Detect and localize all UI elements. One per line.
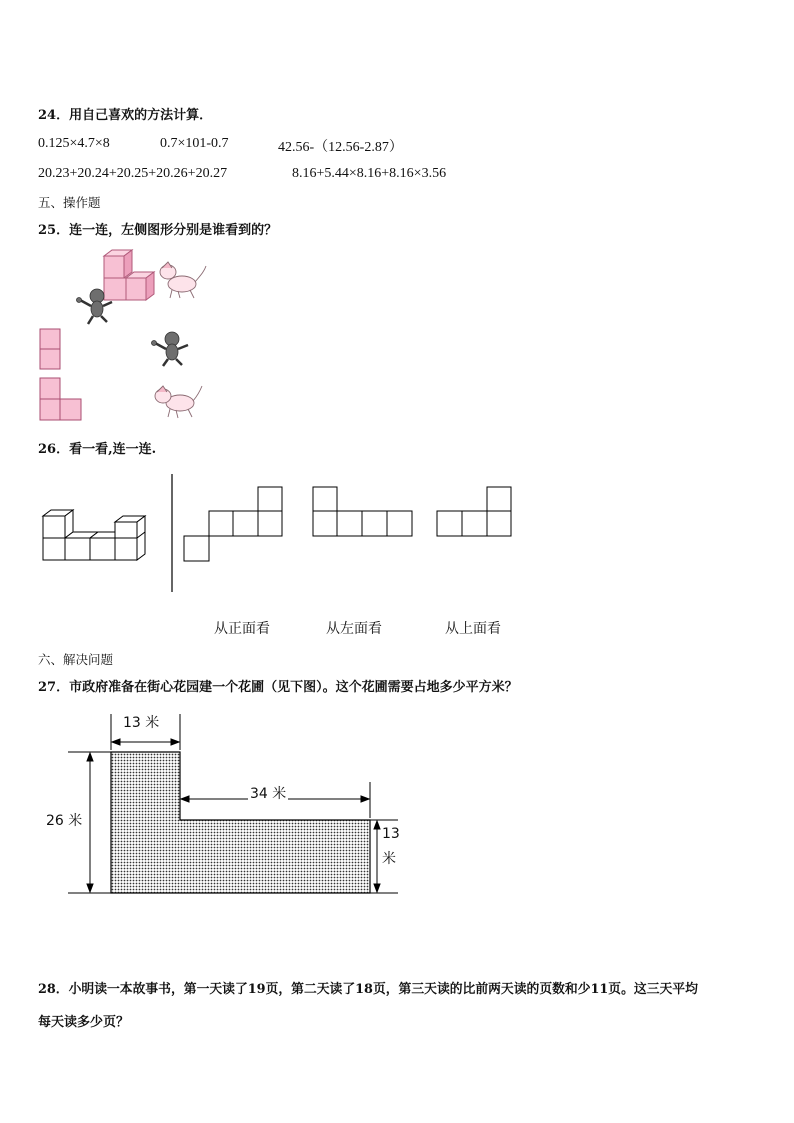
view-label-front: 从正面看: [214, 621, 270, 637]
dimension-top-label: 13 米: [121, 712, 161, 732]
section-6-heading: 六、解决问题: [38, 652, 114, 667]
q24-expr-3: 42.56-（12.56-2.87）: [278, 140, 403, 155]
q28-line-1: 28．小明读一本故事书，第一天读了19页，第二天读了18页，第三天读的比前两天读的页数和少11页。这三天平均: [38, 982, 698, 997]
q24-title: 24．用自己喜欢的方法计算．: [38, 108, 213, 123]
section-5-heading: 五、操作题: [38, 195, 101, 210]
garden-l-shape: [111, 752, 370, 893]
dimension-right-number: 13: [382, 826, 400, 842]
q24-expr-4: 20.23+20.24+20.25+20.26+20.27: [38, 166, 228, 181]
q24-expr-2: 0.7×101-0.7: [160, 136, 229, 151]
q28-line-2: 每天读多少页？: [38, 1015, 130, 1030]
dimension-right-unit: 米: [382, 851, 396, 867]
dimension-left-label: 26 米: [46, 813, 83, 829]
q25-title: 25．连一连，左侧图形分别是谁看到的？: [38, 223, 278, 238]
view-label-top: 从上面看: [445, 621, 501, 637]
view-label-left: 从左面看: [326, 621, 382, 637]
q24-expr-1: 0.125×4.7×8: [38, 136, 110, 151]
q27-title: 27．市政府准备在街心花园建一个花圃（见下图）。这个花圃需要占地多少平方米？: [38, 680, 518, 695]
q26-title: 26．看一看,连一连.: [38, 442, 157, 457]
dimension-middle-label: 34 米: [248, 783, 288, 803]
q24-expr-5: 8.16+5.44×8.16+8.16×3.56: [292, 166, 447, 181]
